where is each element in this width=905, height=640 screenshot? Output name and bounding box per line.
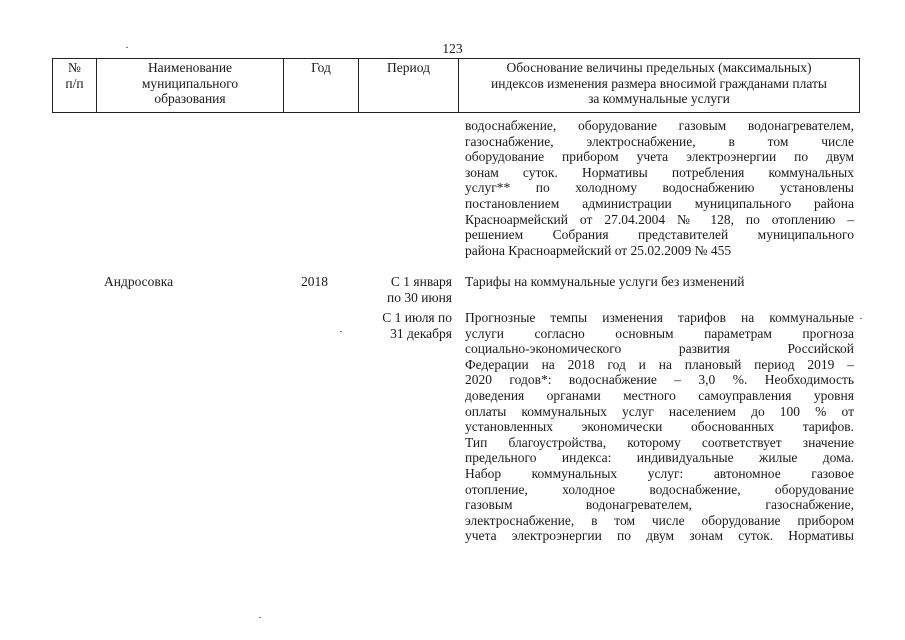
continuation-line: постановлением администрации муниципального района bbox=[465, 195, 854, 211]
continuation-line: района Красноармейский от 25.02.2009 № 455 bbox=[465, 242, 732, 258]
basis-line: 2020 годов*: водоснабжение – 3,0 %. Необходимость bbox=[465, 372, 854, 388]
header-cell-period bbox=[359, 59, 459, 113]
header-basis-line-2: индексов изменения размера вносимой гражданами платы bbox=[491, 75, 827, 91]
basis-line: газовым водонагревателем, газоснабжение, bbox=[465, 497, 854, 513]
basis-line: отопление, холодное водоснабжение, оборудование bbox=[465, 481, 854, 497]
basis-first-half: Тарифы на коммунальные услуги без изменений bbox=[465, 274, 745, 289]
basis-line: социально-экономического развития Российской bbox=[465, 341, 854, 357]
header-number-line-1: № bbox=[68, 60, 81, 75]
header-cell-municipality bbox=[97, 59, 284, 113]
page-number: 123 bbox=[442, 41, 463, 56]
basis-line: Набор коммунальных услуг: автономное газовое bbox=[465, 465, 854, 481]
header-municipality-line-2: муниципального bbox=[141, 75, 239, 91]
period-line: С 1 июля по bbox=[382, 310, 452, 325]
period-line: С 1 января bbox=[390, 274, 452, 289]
continuation-text bbox=[465, 118, 854, 258]
continuation-line: газоснабжение, электроснабжение, в том числе bbox=[465, 133, 854, 149]
basis-line: учета электроэнергии по двум зонам суток. Нормативы bbox=[465, 528, 854, 544]
municipality-name: Андросовка bbox=[104, 274, 174, 289]
header-cell-number bbox=[53, 59, 97, 113]
period-second-half bbox=[362, 310, 452, 341]
header-period-label: Период bbox=[387, 60, 430, 75]
continuation-line: оборудование прибором учета электроэнергии по двум bbox=[465, 149, 854, 165]
continuation-line: зонам суток. Нормативы потребления коммунальных bbox=[465, 164, 854, 180]
period-line: 31 декабря bbox=[390, 325, 452, 341]
period-first-half bbox=[362, 274, 452, 305]
basis-line: предельного индекса: индивидуальные жилые дома. bbox=[465, 450, 854, 466]
basis-second-half bbox=[465, 310, 854, 544]
basis-line: Прогнозные темпы изменения тарифов на коммунальные bbox=[465, 310, 854, 325]
scan-speck bbox=[126, 47, 128, 48]
header-municipality-line-3: образования bbox=[154, 91, 226, 107]
basis-line: Тип благоустройства, которому соответствует значение bbox=[465, 434, 854, 450]
basis-line: оплаты коммунальных услуг населением до 100 % от bbox=[465, 403, 854, 419]
basis-line: установленных экономически обоснованных тарифов. bbox=[465, 419, 854, 435]
header-year-label: Год bbox=[311, 60, 331, 75]
year-value: 2018 bbox=[301, 274, 328, 289]
continuation-line: водоснабжение, оборудование газовым водонагревателем, bbox=[465, 118, 854, 133]
header-basis-line-3: за коммунальные услуги bbox=[588, 91, 730, 107]
continuation-line: услуг** по холодному водоснабжению установлены bbox=[465, 180, 854, 196]
header-cell-year bbox=[284, 59, 359, 113]
table-header bbox=[52, 58, 860, 113]
period-line: по 30 июня bbox=[387, 289, 452, 305]
basis-line: электроснабжение, в том числе оборудование прибором bbox=[465, 512, 854, 528]
scan-speck bbox=[259, 617, 261, 618]
continuation-line: Красноармейский от 27.04.2004 № 128, по отоплению – bbox=[465, 211, 854, 227]
basis-line: доведения органами местного самоуправления уровня bbox=[465, 387, 854, 403]
scan-speck bbox=[340, 331, 342, 332]
header-municipality-line-1: Наименование bbox=[147, 60, 233, 75]
header-cell-basis bbox=[459, 59, 860, 113]
header-basis-line-1: Обоснование величины предельных (максимальных) bbox=[506, 60, 812, 75]
basis-line: услуги согласно основным параметрам прогноза bbox=[465, 325, 854, 341]
header-number-line-2: п/п bbox=[65, 75, 84, 91]
basis-line: Федерации на 2018 год и на плановый период 2019 – bbox=[465, 356, 854, 372]
continuation-line: решением Собрания представителей муниципального bbox=[465, 227, 854, 243]
table-header-row bbox=[53, 59, 860, 113]
scan-speck bbox=[860, 318, 862, 319]
